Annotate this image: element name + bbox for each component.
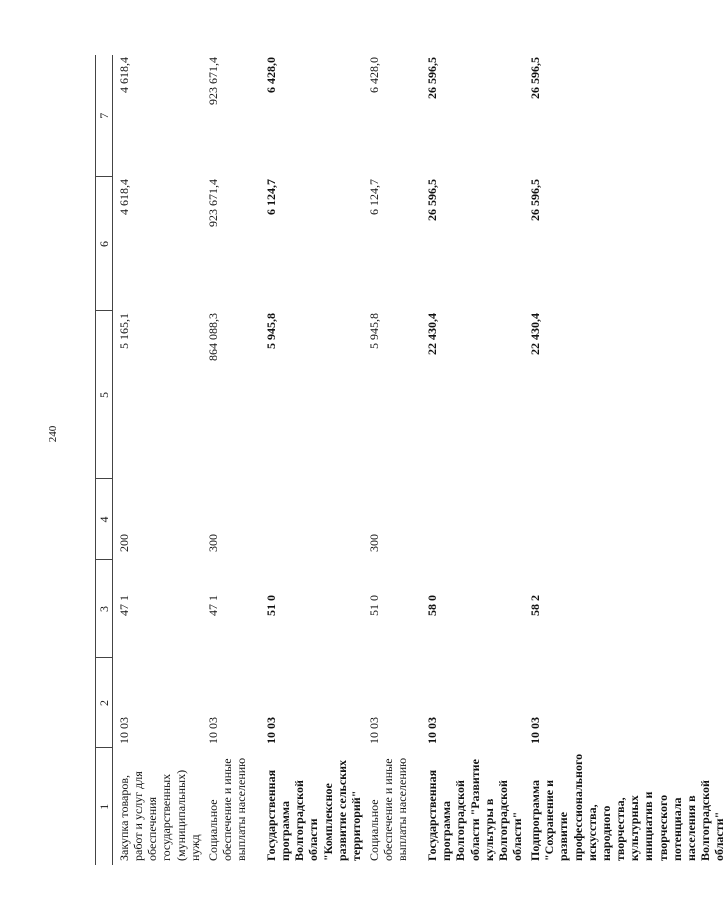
program-code: 47 1 [117,595,131,616]
table-row [113,55,202,865]
program-code: 58 0 [425,595,440,616]
amount-col-6: 4 618,4 [117,179,131,215]
section-code: 10 03 [367,717,382,744]
expense-type: 200 [117,534,131,552]
col-header-1: 1 [96,748,113,865]
col-header-6: 6 [96,177,113,311]
row-name: Подпрограмма "Сохранение и развитие профессионального искусства, народного творчества, культурных инициатив и творческого потенциала населения в Волгоградской области" [528,753,726,861]
row-name: Социальное обеспечение и иные выплаты населению [367,757,410,861]
budget-table [95,55,726,865]
program-code: 51 0 [263,595,278,616]
amount-col-5: 22 430,4 [425,313,440,355]
table-row [260,55,363,865]
rotated-table-area [95,55,726,865]
expense-type [421,479,524,560]
table-row [363,55,421,865]
section-code: 10 03 [117,717,131,744]
amount-col-7: 6 428,0 [263,57,278,93]
col-header-7: 7 [96,55,113,177]
col-header-5: 5 [96,311,113,479]
row-name: Государственная программа Волгоградской области "Комплексное развитие сельских территорий" [263,759,363,861]
amount-col-5: 5 945,8 [367,313,382,349]
section-code: 10 03 [528,717,543,744]
table-row [421,55,524,865]
amount-col-7: 26 596,5 [425,57,440,99]
expense-type [524,479,726,560]
expense-type: 300 [367,534,382,552]
col-header-4: 4 [96,479,113,560]
table-row [202,55,260,865]
amount-col-6: 26 596,5 [528,179,543,221]
amount-col-7: 4 618,4 [117,57,131,93]
program-code: 51 0 [367,595,382,616]
program-code: 47 1 [205,595,220,616]
amount-col-6: 6 124,7 [367,179,382,215]
section-code: 10 03 [263,717,278,744]
row-name: Закупка товаров, работ и услуг для обеспечения государственных (муниципальных) нужд [117,769,202,861]
page-number: 240 [47,425,59,443]
amount-col-6: 6 124,7 [263,179,278,215]
amount-col-5: 22 430,4 [528,313,543,355]
amount-col-5: 864 088,3 [205,313,220,361]
col-header-2: 2 [96,658,113,748]
expense-type: 300 [205,534,220,552]
amount-col-7: 6 428,0 [367,57,382,93]
section-code: 10 03 [205,717,220,744]
expense-type [260,479,363,560]
col-header-3: 3 [96,560,113,658]
amount-col-6: 26 596,5 [425,179,440,221]
amount-col-7: 26 596,5 [528,57,543,99]
program-code: 58 2 [528,595,543,616]
header-row [96,55,113,865]
amount-col-7: 923 671,4 [205,57,220,105]
amount-col-5: 5 165,1 [117,313,131,349]
table-row [524,55,726,865]
amount-col-5: 5 945,8 [263,313,278,349]
amount-col-6: 923 671,4 [205,179,220,227]
row-name: Социальное обеспечение и иные выплаты населению [205,757,249,861]
row-name: Государственная программа Волгоградской области "Развитие культуры в Волгоградской области" [425,759,524,861]
section-code: 10 03 [425,717,440,744]
